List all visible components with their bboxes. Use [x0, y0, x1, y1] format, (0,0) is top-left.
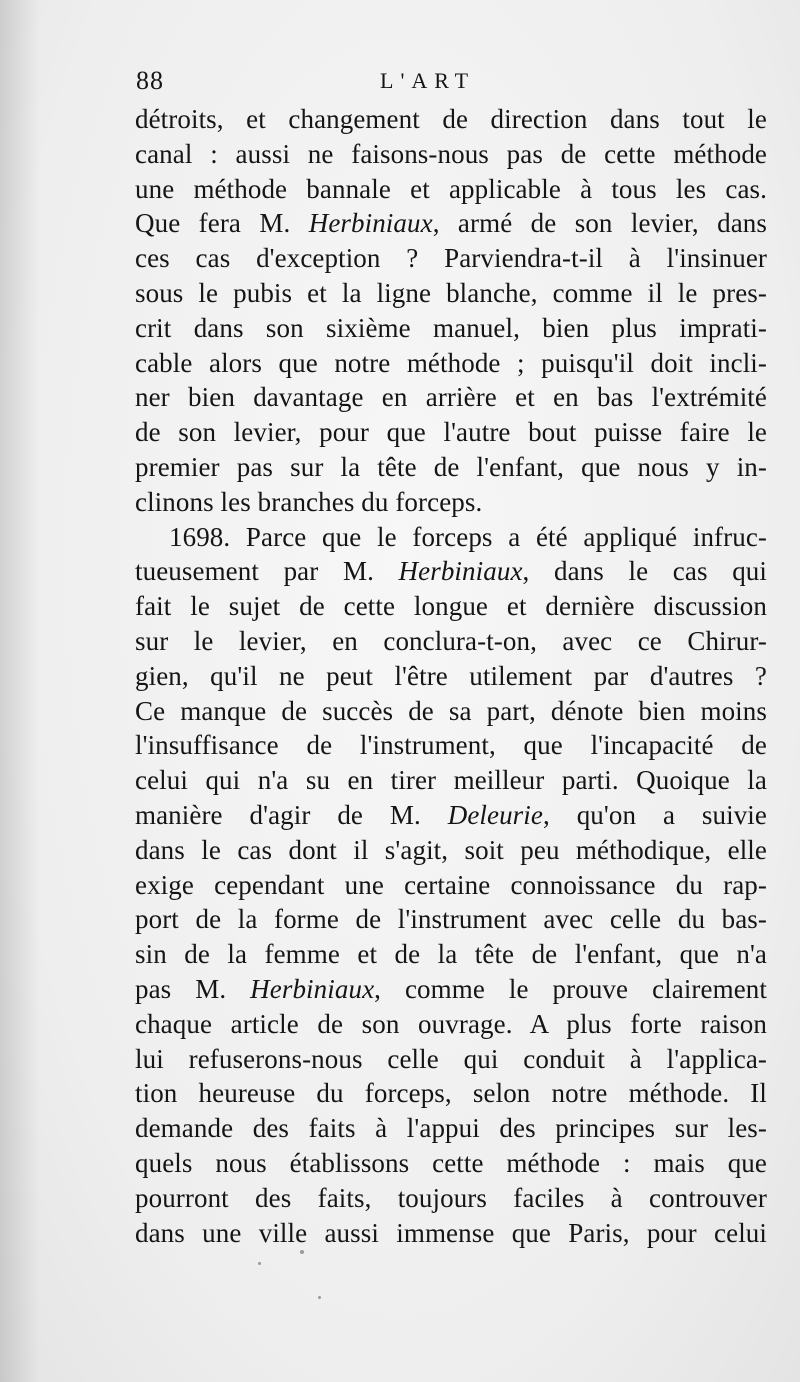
paper-speck	[318, 1296, 321, 1299]
text-line	[135, 1181, 767, 1216]
text-line	[135, 380, 767, 415]
text-line	[135, 1076, 767, 1111]
italic-name: Herbiniaux	[250, 973, 375, 1004]
text-segment: sin de la femme et de la tête de l'enfant, que n'a	[135, 939, 767, 970]
text-line	[135, 241, 767, 276]
text-line	[135, 172, 767, 207]
body-text	[135, 102, 767, 1250]
italic-name: Herbiniaux	[398, 556, 523, 587]
text-line	[135, 554, 767, 589]
text-segment: premier pas sur la tête de l'enfant, que nous y in-	[135, 451, 767, 482]
text-segment: crit dans son sixième manuel, bien plus imprati-	[135, 312, 767, 343]
text-line	[135, 833, 767, 868]
text-segment: celui qui n'a su en tirer meilleur parti. Quoique la	[135, 765, 767, 796]
text-line	[135, 102, 767, 137]
text-segment: tueusement par M.	[135, 556, 399, 587]
text-segment: , qu'on a suivie	[542, 799, 767, 830]
text-line	[135, 1007, 767, 1042]
text-line	[135, 206, 767, 241]
text-segment: quels nous établissons cette méthode : mais que	[135, 1147, 767, 1178]
page-number: 88	[136, 66, 164, 95]
text-segment: cable alors que notre méthode ; puisqu'il doit incli-	[135, 347, 767, 378]
text-line	[135, 450, 767, 485]
italic-name: Deleurie	[447, 799, 543, 830]
text-line	[135, 798, 767, 833]
text-segment: sous le pubis et la ligne blanche, comme il le pres-	[135, 277, 767, 308]
text-segment: dans une ville aussi immense que Paris, pour celui	[135, 1217, 767, 1248]
text-line	[135, 520, 767, 555]
text-line	[135, 763, 767, 798]
text-segment: , dans le cas qui	[522, 556, 767, 587]
text-segment: détroits, et changement de direction dans tout le	[135, 104, 767, 134]
text-segment: une méthode bannale et applicable à tous les cas.	[135, 173, 767, 204]
page-edge-shadow	[0, 0, 40, 1382]
text-segment: demande des faits à l'appui des principes sur les-	[135, 1113, 767, 1144]
text-segment: exige cependant une certaine connoissance du rap-	[135, 869, 767, 900]
italic-name: Herbiniaux	[308, 208, 433, 239]
paper-speck	[258, 1262, 261, 1265]
text-segment: , comme le prouve clairement	[374, 973, 767, 1004]
text-line	[135, 902, 767, 937]
text-segment: manière d'agir de M.	[135, 799, 448, 830]
paper-speck	[300, 1250, 304, 1254]
text-line	[135, 137, 767, 172]
text-line	[135, 311, 767, 346]
text-segment: chaque article de son ouvrage. A plus forte raison	[135, 1008, 767, 1039]
text-line	[135, 1146, 767, 1181]
text-line	[135, 659, 767, 694]
text-segment: l'insuffisance de l'instrument, que l'incapacité de	[135, 730, 767, 761]
text-line	[135, 1216, 767, 1251]
text-line	[135, 868, 767, 903]
text-segment: sur le levier, en conclura-t-on, avec ce Chirur-	[135, 625, 767, 656]
text-line	[135, 485, 767, 520]
running-head: L'ART	[380, 68, 476, 93]
text-segment: pourront des faits, toujours faciles à controuver	[135, 1182, 767, 1213]
text-line	[135, 937, 767, 972]
text-segment: Ce manque de succès de sa part, dénote bien moins	[135, 695, 767, 726]
text-line	[135, 694, 767, 729]
text-segment: pas M.	[135, 973, 251, 1004]
text-segment: lui refuserons-nous celle qui conduit à l'applica-	[135, 1043, 767, 1074]
text-segment: gien, qu'il ne peut l'être utilement par d'autres ?	[135, 660, 767, 691]
text-line	[135, 415, 767, 450]
text-segment: de son levier, pour que l'autre bout puisse faire le	[135, 417, 767, 448]
text-line	[135, 1042, 767, 1077]
text-segment: port de la forme de l'instrument avec celle du bas-	[135, 904, 767, 935]
text-segment: Que fera M.	[135, 208, 309, 239]
text-segment: 1698. Parce que le forceps a été appliqué infruc-	[169, 521, 767, 552]
text-segment: ner bien davantage en arrière et en bas l'extrémité	[135, 382, 767, 413]
text-segment: clinons les branches du forceps.	[135, 486, 483, 517]
text-line	[135, 972, 767, 1007]
text-segment: dans le cas dont il s'agit, soit peu méthodique, elle	[135, 834, 767, 865]
text-segment: canal : aussi ne faisons-nous pas de cette méthode	[135, 138, 767, 169]
text-segment: ces cas d'exception ? Parviendra-t-il à l'insinuer	[135, 243, 767, 274]
text-segment: tion heureuse du forceps, selon notre méthode. Il	[135, 1078, 767, 1109]
text-line	[135, 728, 767, 763]
page-header	[118, 66, 778, 106]
text-line	[135, 589, 767, 624]
text-segment: , armé de son levier, dans	[432, 208, 767, 239]
text-line	[135, 346, 767, 381]
text-line	[135, 276, 767, 311]
text-segment: fait le sujet de cette longue et dernière discussion	[135, 591, 767, 622]
text-line	[135, 1111, 767, 1146]
text-line	[135, 624, 767, 659]
